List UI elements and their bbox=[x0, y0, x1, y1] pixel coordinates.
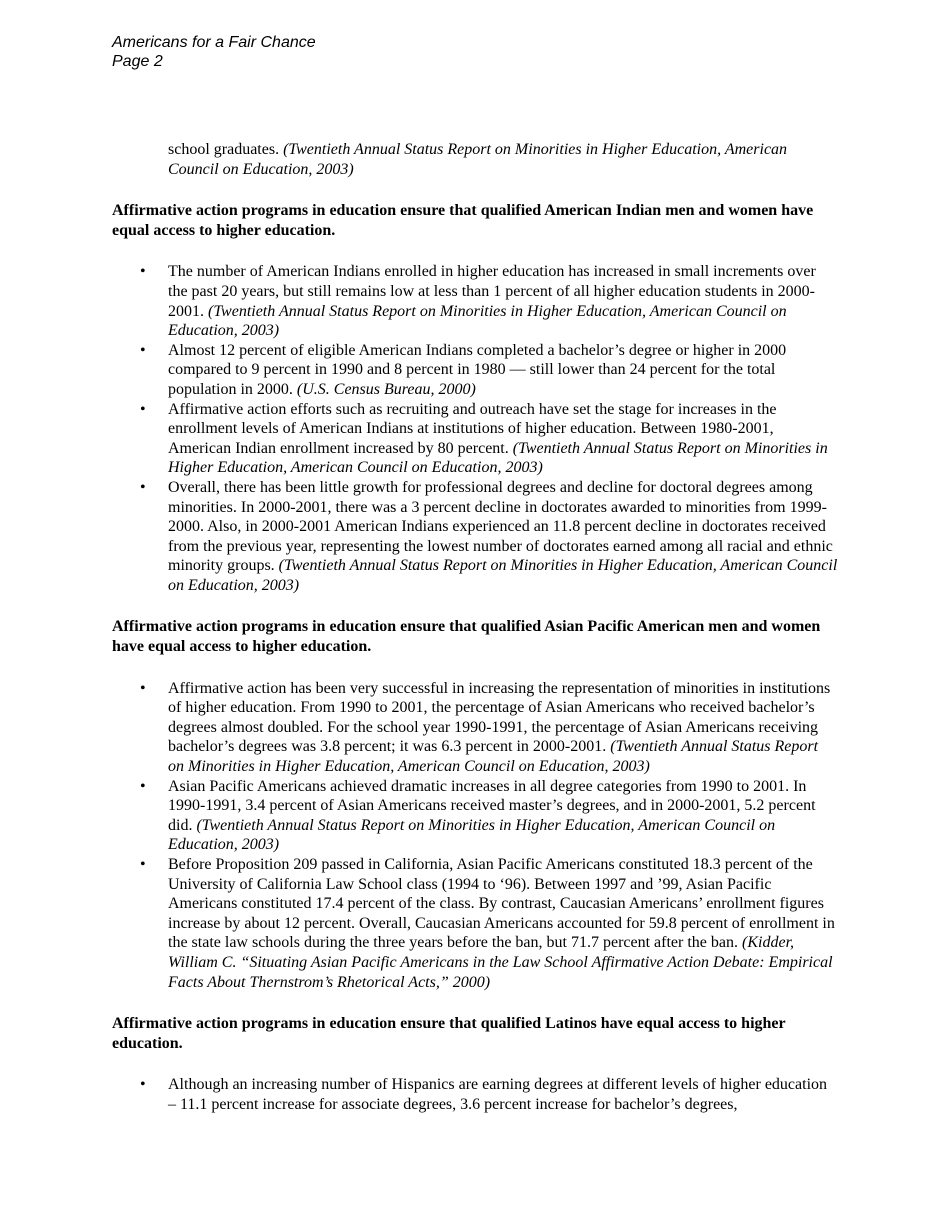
bullet-citation: (U.S. Census Bureau, 2000) bbox=[296, 380, 476, 398]
bullet-icon: • bbox=[140, 400, 146, 418]
section-heading-asian-pacific-american: Affirmative action programs in education ensure that qualified Asian Pacific American men and women have equal access to higher education. bbox=[112, 618, 821, 656]
bullet-citation: (Kidder, William C. “Situating Asian Pacific Americans in the Law School Affirmative Action Debate: Empirical Facts About Thernstrom’s Rhetorical Acts,” 2000) bbox=[168, 934, 833, 991]
continuation-text: school graduates. bbox=[168, 141, 284, 158]
bullet-icon: • bbox=[140, 1076, 146, 1094]
continuation-citation: (Twentieth Annual Status Report on Minorities in Higher Education, American Council on Education, 2003) bbox=[168, 141, 788, 178]
bullet-text: Almost 12 percent of eligible American Indians completed a bachelor’s degree or higher in 2000 compared to 9 percent in 1990 and 8 percent in 1980 — still lower than 24 percent for the total population in 2000. bbox=[168, 341, 787, 398]
document-body bbox=[112, 140, 838, 1137]
header-organization: Americans for a Fair Chance bbox=[112, 34, 316, 51]
list-item bbox=[112, 400, 838, 478]
bullet-icon: • bbox=[140, 341, 146, 359]
bullet-icon: • bbox=[140, 856, 146, 873]
header-page-number: Page 2 bbox=[112, 53, 163, 70]
bullet-citation: (Twentieth Annual Status Report on Minorities in Higher Education, American Council on Education, 2003) bbox=[168, 816, 776, 854]
continuation-paragraph bbox=[168, 140, 838, 179]
bullet-text: Overall, there has been little growth for professional degrees and decline for doctoral degrees among minorities. In 2000-2001, there was a 3 percent decline in doctorates awarded to minorities from 1999-2000. Also, in 2000-2001 American Indians experienced an 11.8 percent decline in doctorates received from the previous year, representing the lowest number of doctorates earned among all racial and ethnic minority groups. bbox=[168, 478, 833, 575]
bullet-text: Although an increasing number of Hispanics are earning degrees at different levels of higher education – 11.1 percent increase for associate degrees, 3.6 percent increase for bachelor’s degrees, bbox=[168, 1076, 828, 1113]
bullet-icon: • bbox=[140, 263, 146, 281]
bullet-icon: • bbox=[140, 777, 146, 795]
bullet-list-american-indian bbox=[112, 262, 838, 595]
section-heading-american-indian: Affirmative action programs in education ensure that qualified American Indian men and women have equal access to higher education. bbox=[112, 202, 814, 239]
bullet-citation: (Twentieth Annual Status Report on Minorities in Higher Education, American Council on Education, 2003) bbox=[168, 302, 787, 340]
bullet-citation: (Twentieth Annual Status Report on Minorities in Higher Education, American Council on Education, 2003) bbox=[168, 557, 838, 594]
list-item bbox=[112, 262, 838, 340]
list-item bbox=[112, 679, 838, 777]
list-item bbox=[112, 478, 838, 596]
section-heading-latinos: Affirmative action programs in education ensure that qualified Latinos have equal access to higher education. bbox=[112, 1015, 786, 1052]
bullet-icon: • bbox=[140, 679, 146, 697]
list-item bbox=[112, 1075, 838, 1114]
page-header bbox=[112, 33, 316, 71]
bullet-text: Affirmative action has been very successful in increasing the representation of minorities in institutions of higher education. From 1990 to 2001, the percentage of Asian Americans who received bachelor’s degrees almost doubled. For the school year 1990-1991, the percentage of Asian Americans receiving bachelor’s degrees was 3.8 percent; it was 6.3 percent in 2000-2001. bbox=[168, 679, 831, 756]
bullet-icon: • bbox=[140, 478, 146, 496]
list-item bbox=[112, 341, 838, 400]
bullet-citation: (Twentieth Annual Status Report on Minorities in Higher Education, American Council on Education, 2003) bbox=[168, 439, 828, 477]
bullet-text: Affirmative action efforts such as recruiting and outreach have set the stage for increases in the enrollment levels of American Indians at institutions of higher education. Between 1980-2001, American Indian enrollment increased by 80 percent. bbox=[168, 400, 777, 457]
list-item bbox=[112, 777, 838, 855]
list-item bbox=[112, 855, 838, 992]
bullet-text: Asian Pacific Americans achieved dramatic increases in all degree categories from 1990 to 2001. In 1990-1991, 3.4 percent of Asian Americans received master’s degrees, and in 2000-2001, 5.2 percent did. bbox=[168, 777, 816, 834]
bullet-list-asian-pacific-american bbox=[112, 679, 838, 993]
bullet-text: The number of American Indians enrolled in higher education has increased in small increments over the past 20 years, but still remains low at less than 1 percent of all higher education students in 2000-2001. bbox=[168, 263, 816, 320]
bullet-text: Before Proposition 209 passed in California, Asian Pacific Americans constituted 18.3 percent of the University of California Law School class (1994 to ‘96). Between 1997 and ’99, Asian Pacific Americans constituted 17.4 percent of the class. By contrast, Caucasian Americans’ enrollment figures increase by about 12 percent. Overall, Caucasian Americans accounted for 59.8 percent of enrollment in the state law schools during the three years before the ban, but 71.7 percent after the ban. bbox=[168, 856, 835, 952]
bullet-citation: (Twentieth Annual Status Report on Minorities in Higher Education, American Council on Education, 2003) bbox=[168, 738, 819, 776]
bullet-list-latinos bbox=[112, 1075, 838, 1114]
